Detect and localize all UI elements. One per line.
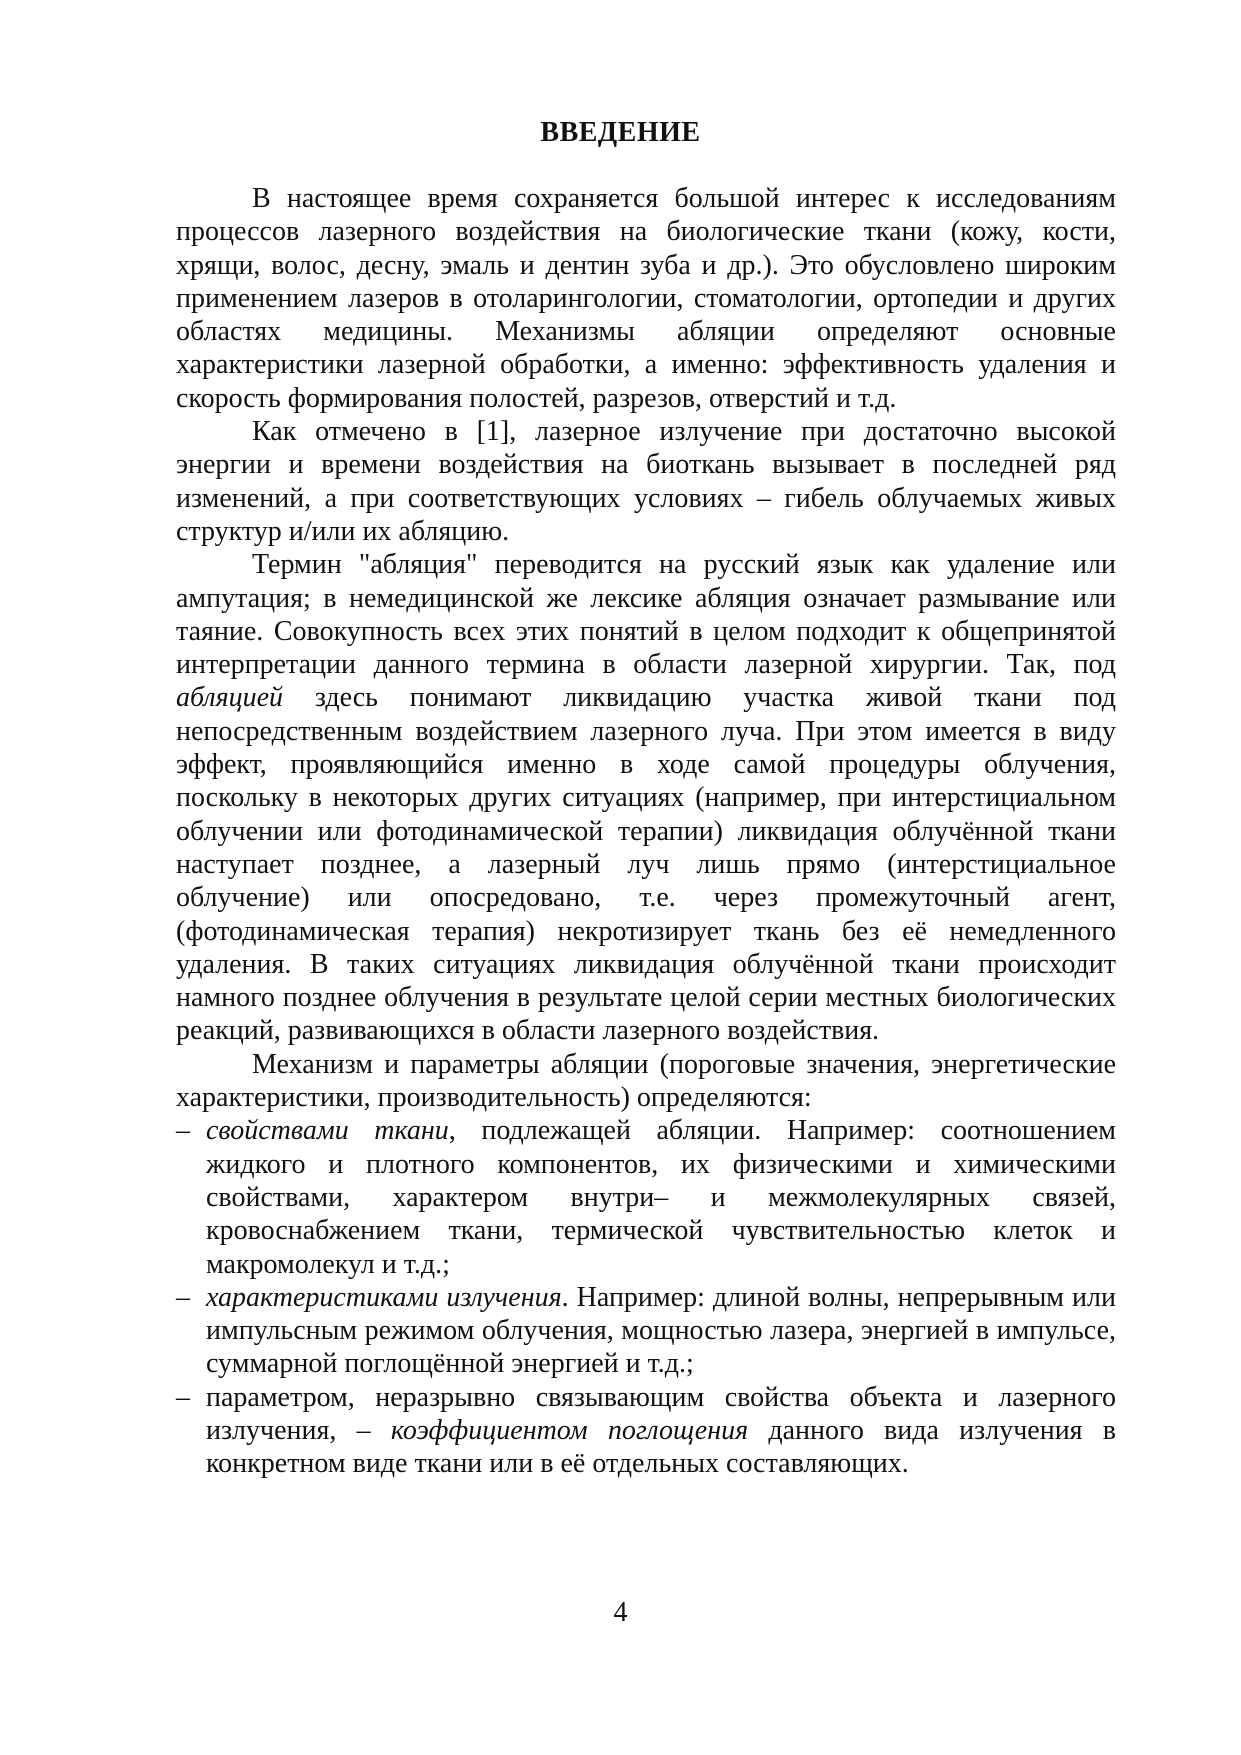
section-heading: ВВЕДЕНИЕ <box>540 117 701 148</box>
list-item-emphasis: коэффициентом поглощения <box>390 1414 749 1446</box>
list-item <box>176 1281 1116 1381</box>
list-item-emphasis: свойствами ткани <box>206 1115 449 1147</box>
list-item <box>176 1114 1116 1280</box>
list-item <box>176 1381 1116 1481</box>
page-number: 4 <box>613 1597 628 1628</box>
paragraph-3-emphasis: абляцией <box>176 682 284 714</box>
paragraph-3-text-b: здесь понимают ликвидацию участка живой ткани под непосредственным воздействием лазерного луча. При этом имеется в виду эффект, проявляющийся именно в ходе самой процедуры облучения, поскольку в некоторых других ситуациях (например, при интерстициальном облучении или фотодинамической терапии) ликвидация облучённой ткани наступает позднее, а лазерный луч лишь прямо (интерстициальное облучение) или опосредовано, т.е. через промежуточный агент, (фотодинамическая терапия) некротизирует ткань без её немедленного удаления. В таких ситуациях ликвидация облучённой ткани происходит намного позднее облучения в результате целой серии местных биологических реакций, развивающихся в области лазерного воздействия. <box>176 682 1116 1047</box>
paragraph-3-text-a: Термин "абляция" переводится на русский язык как удаление или ампутация; в немедицинской же лексике абляция означает размывание или таяние. Совокупность всех этих понятий в целом подходит к общепринятой интерпретации данного термина в области лазерной хирургии. Так, под <box>176 549 1116 681</box>
body-text <box>176 182 1116 1481</box>
list-item-text: параметром, неразрывно связывающим свойства объекта и лазерного излучения, – <box>206 1381 1116 1446</box>
list-item-text: . Например: длиной волны, непрерывным или импульсным режимом облучения, мощностью лазера, энергией в импульсе, суммарной поглощённой энергией и т.д.; <box>206 1281 1116 1380</box>
dash-marker: – <box>176 1115 190 1147</box>
dash-marker: – <box>176 1381 190 1413</box>
paragraph-1: В настоящее время сохраняется большой интерес к исследованиям процессов лазерного воздействия на биологические ткани (кожу, кости, хрящи, волос, десну, эмаль и дентин зуба и др.). Это обусловлено широким применением лазеров в отоларингологии, стоматологии, ортопедии и других областях медицины. Механизмы абляции определяют основные характеристики лазерной обработки, а именно: эффективность удаления и скорость формирования полостей, разрезов, отверстий и т.д. <box>176 183 1116 414</box>
paragraph-3 <box>176 548 1116 1047</box>
list-item-text: , подлежащей абляции. Например: соотношением жидкого и плотного компонентов, их физическими и химическими свойствами, характером внутри– и межмолекулярных связей, кровоснабжением ткани, термической чувствительностью клеток и макромолекул и т.д.; <box>206 1115 1116 1280</box>
dash-marker: – <box>176 1281 190 1313</box>
list-item-emphasis: характеристиками излучения <box>206 1281 562 1313</box>
determinants-list <box>176 1114 1116 1480</box>
paragraph-2: Как отмечено в [1], лазерное излучение при достаточно высокой энергии и времени воздействия на биоткань вызывает в последней ряд изменений, а при соответствующих условиях – гибель облучаемых живых структур и/или их абляцию. <box>176 416 1116 547</box>
paragraph-4: Механизм и параметры абляции (пороговые значения, энергетические характеристики, производительность) определяются: <box>176 1048 1116 1114</box>
list-item-text: данного вида излучения в конкретном виде ткани или в её отдельных составляющих. <box>206 1414 1117 1480</box>
